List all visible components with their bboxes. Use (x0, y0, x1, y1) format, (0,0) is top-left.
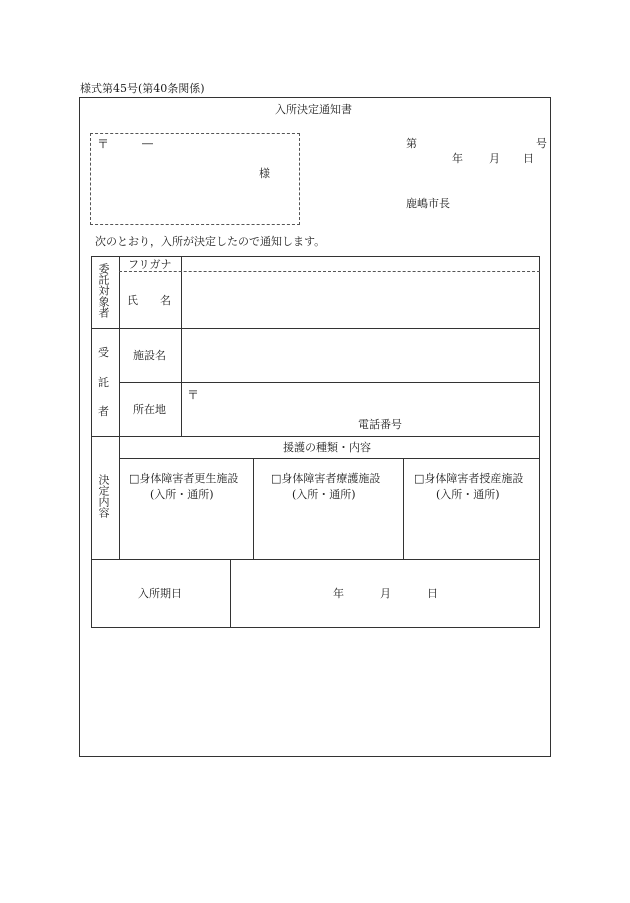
admission-date-field[interactable] (233, 562, 536, 625)
option-work-facility[interactable]: □身体障害者授産施設 (414, 472, 524, 485)
option-care-facility[interactable]: □身体障害者療護施設 (271, 472, 381, 485)
admission-date-year: 年 (333, 587, 344, 600)
postal-dash: ― (142, 137, 153, 150)
name-field[interactable] (184, 276, 536, 324)
issue-date-month: 月 (489, 152, 500, 165)
name-label: 氏 名 (127, 294, 171, 307)
form-number: 様式第45号(第40条関係) (80, 82, 205, 95)
phone-label: 電話番号 (358, 418, 402, 431)
facility-name-label: 施設名 (133, 349, 166, 362)
decision-section-label: 決定内容 (97, 474, 110, 518)
recipient-address-field[interactable] (96, 152, 246, 212)
document-number-prefix: 第 (406, 137, 417, 150)
issue-date-year: 年 (452, 152, 463, 165)
trustee-label-char-3: 者 (98, 405, 109, 418)
admission-date-day: 日 (427, 587, 438, 600)
document-number-suffix: 号 (536, 137, 547, 150)
notice-text: 次のとおり，入所が決定したので通知します。 (95, 235, 326, 248)
option-work-facility-sub: (入所・通所) (436, 488, 500, 501)
furigana-field[interactable] (184, 258, 536, 270)
subject-section-label: 委託対象者 (97, 263, 110, 318)
trustee-label-char-2: 託 (98, 376, 109, 389)
decision-header: 援護の種類・内容 (283, 441, 371, 454)
issue-date-day: 日 (523, 152, 534, 165)
admission-date-label: 入所期日 (138, 587, 182, 600)
option-rehabilitation-facility[interactable]: □身体障害者更生施設 (129, 472, 239, 485)
issuer-name: 鹿嶋市長 (406, 197, 450, 210)
trustee-label-char-1: 受 (98, 346, 109, 359)
admission-date-month: 月 (380, 587, 391, 600)
option-care-facility-sub: (入所・通所) (292, 488, 356, 501)
location-field[interactable] (200, 386, 536, 416)
location-postal-mark: 〒 (187, 388, 200, 402)
option-rehabilitation-facility-sub: (入所・通所) (150, 488, 214, 501)
location-label: 所在地 (133, 403, 166, 416)
recipient-honorific: 様 (259, 167, 270, 180)
facility-name-field[interactable] (184, 331, 536, 379)
document-title: 入所決定通知書 (275, 103, 352, 116)
postal-mark: 〒 (97, 137, 110, 151)
furigana-label: フリガナ (128, 258, 172, 271)
